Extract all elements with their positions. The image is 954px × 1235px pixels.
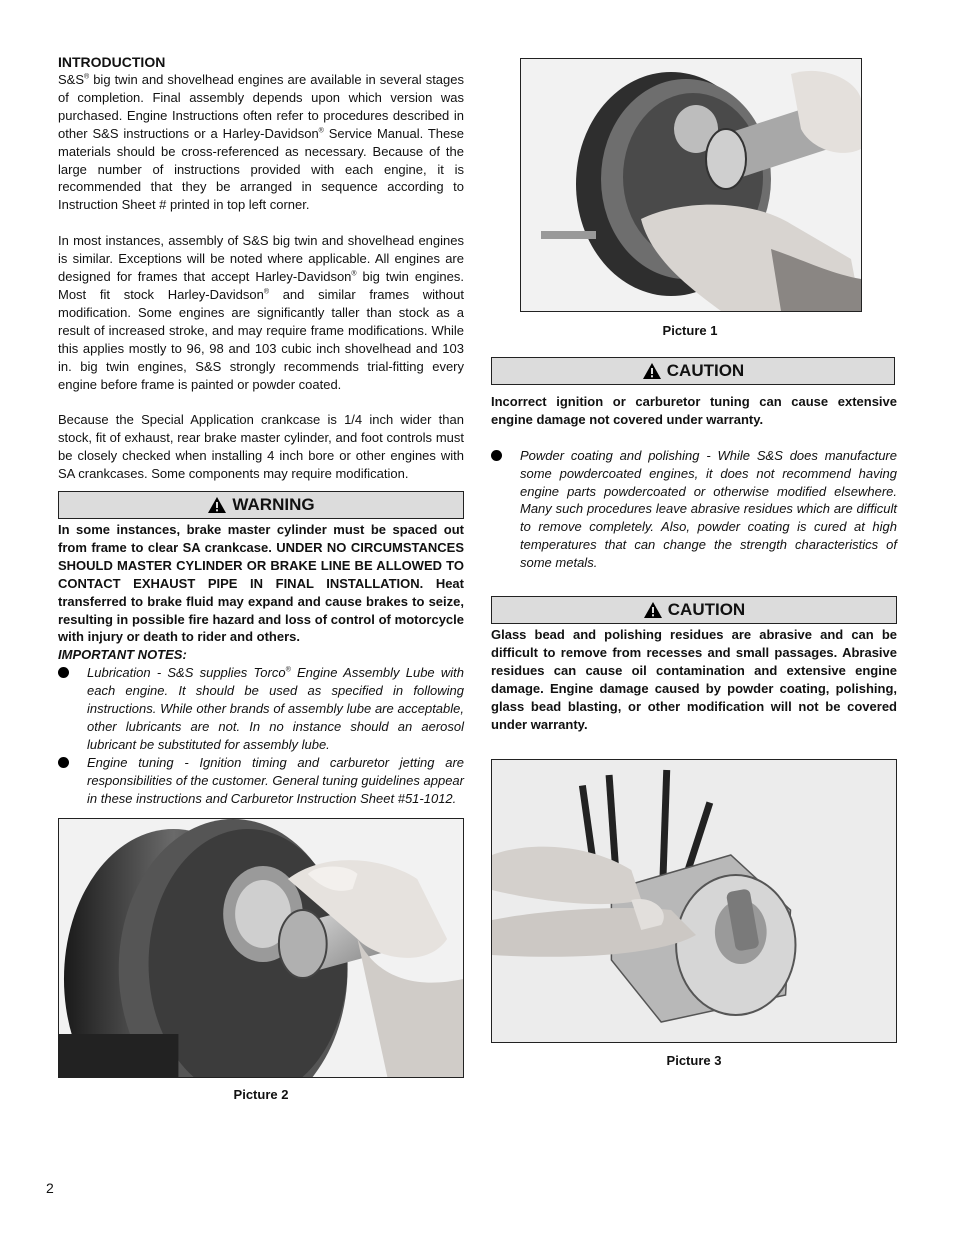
caution-label-1: CAUTION [666, 360, 745, 380]
bullet-dot-icon [58, 757, 69, 768]
right-column [491, 58, 897, 1069]
picture-2-caption: Picture 2 [233, 1086, 289, 1102]
warning-triangle-icon [207, 496, 227, 514]
important-notes-heading: IMPORTANT NOTES: [58, 647, 187, 663]
intro-paragraph-1: S&S® big twin and shovelhead engines are available in several stages of completion. Final assembly depends upon which version was purchased. Engine Instructions often refer to procedures described in other S&S instructions or a Harley-Davidson® Service Manual. These materials should be cross-referenced as necessary. Because of the large number of instructions provided with each engine, it is recommended that they be arranged in sequence according to Instruction Sheet # printed in top left corner. [58, 72, 464, 213]
picture-3-caption: Picture 3 [666, 1052, 722, 1068]
warning-label: WARNING [232, 495, 315, 515]
page-number: 2 [46, 1180, 54, 1196]
intro-heading: INTRODUCTION [58, 54, 166, 70]
warning-bar [58, 491, 464, 519]
note-powder-coating: Powder coating and polishing - While S&S does manufacture some powdercoated engines, it does not recommend having engine parts powdercoated or otherwise modified elsewhere. Many such procedures leave abrasive residues which are difficult to remove completely. Also, powder coating is cured at high temperatures that can change the strength characteristics of some metals. [491, 447, 897, 572]
caution-bar-2 [491, 596, 897, 624]
intro-paragraph-2: In most instances, assembly of S&S big twin and shovelhead engines is similar. Exceptions will be noted where applicable. All engines are designed for frames that accept Harley-Davidson® big twin engines. Most fit stock Harley-Davidson® and similar frames without modification. Some engines are significantly taller than stock as a result of increased stroke, and may require frame modifications. While this applies mostly to 96, 98 and 103 cubic inch shovelhead and 103 in. big twin engines, S&S strongly recommends trial-fitting every engine before frame is painted or powder coated. [58, 233, 464, 392]
caution-label-2: CAUTION [667, 600, 746, 620]
bullet-dot-icon [491, 450, 502, 461]
picture-1-photo [520, 58, 862, 312]
warning-triangle-icon [643, 601, 663, 619]
caution-text-2: Glass bead and polishing residues are abrasive and can be difficult to remove from recesses and small passages. Abrasive residues can cause oil contamination and extensive engine damage. Engine damage caused by powder coating, polishing, glass bead blasting, or other modification will not be covered under warranty. [491, 627, 897, 732]
warning-triangle-icon [642, 362, 662, 380]
caution-bar-1 [491, 357, 895, 385]
note-engine-tuning: Engine tuning - Ignition timing and carburetor jetting are responsibilities of the customer. General tuning guidelines appear in these instructions and Carburetor Instruction Sheet #51-1012. [58, 754, 464, 808]
picture-1-caption: Picture 1 [662, 323, 718, 338]
caution-text-1: Incorrect ignition or carburetor tuning can cause extensive engine damage not covered under warranty. [491, 393, 897, 427]
important-notes-list [58, 664, 464, 807]
picture-3-photo [491, 759, 897, 1043]
bullet-dot-icon [58, 667, 69, 678]
note-lubrication: Lubrication - S&S supplies Torco® Engine Assembly Lube with each engine. It should be used as specified in following instructions. While other brands of assembly lube are acceptable, other lubricants are not. In no instance should an aerosol lubricant be substituted for assembly lube. [58, 664, 464, 754]
powder-note-list [491, 447, 897, 572]
intro-paragraph-3: Because the Special Application crankcase is 1/4 inch wider than stock, fit of exhaust, rear brake master cylinder, and foot controls must be closely checked when installing 4 inch bore or other engines with SA crankcases. Some components may require modification. [58, 412, 464, 482]
left-column [58, 54, 464, 1103]
picture-2-photo [58, 818, 464, 1078]
warning-text: In some instances, brake master cylinder must be spaced out from frame to clear SA crankcase. UNDER NO CIRCUMSTANCES SHOULD MASTER CYLINDER OR BRAKE LINE BE ALLOWED TO CONTACT EXHAUST PIPE IN FINAL INSTALLATION. Heat transferred to brake fluid may expand and cause brakes to seize, resulting in possible fire hazard and loss of control of motorcycle with injury or death to rider and others. [58, 522, 464, 645]
